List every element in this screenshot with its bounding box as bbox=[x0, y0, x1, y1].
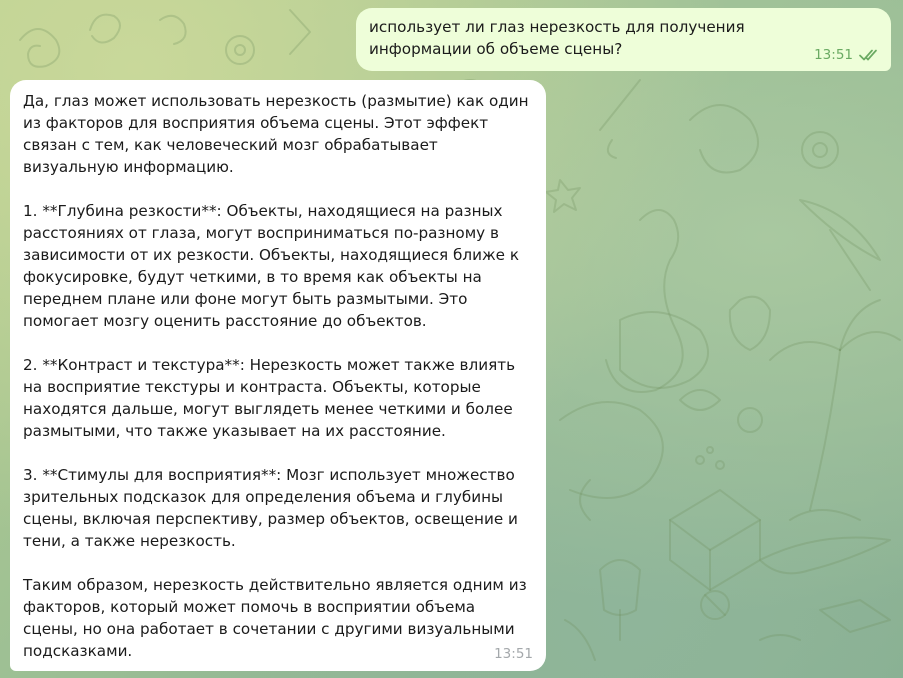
double-check-read-icon bbox=[859, 48, 881, 62]
outgoing-message-meta bbox=[814, 44, 881, 66]
outgoing-message-time: 13:51 bbox=[814, 47, 853, 63]
outgoing-message-text: использует ли глаз нерезкость для получения информации об объеме сцены? bbox=[369, 18, 750, 58]
incoming-message-bubble[interactable] bbox=[10, 80, 546, 671]
incoming-message-meta bbox=[494, 643, 533, 665]
incoming-message-text: Да, глаз может использовать нерезкость (размытие) как один из факторов для восприятия объема сцены. Этот эффект связан с тем, как человеческий мозг обрабатывает визуальную информацию. 1. **Глубина резкости**: Объекты, находящиеся на разных расстояниях от глаза, могут восприниматься по-разному в зависимости от их резкости. Объекты, находящиеся ближе к фокусировке, будут четкими, в то время как объекты на переднем плане или фоне могут быть размытыми. Это помогает мозгу оценить расстояние до объектов. 2. **Контраст и текстура**: Нерезкость может также влиять на восприятие текстуры и контраста. Объекты, которые находятся дальше, могут выглядеть менее четкими и более размытыми, что также указывает на их расстояние. 3. **Стимулы для восприятия**: Мозг использует множество зрительных подсказок для определения объема и глубины сцены, включая перспективу, размер объектов, освещение и тени, а также нерезкость. Таким образом, нерезкость действительно является одним из факторов, который может помочь в восприятии объема сцены, но она работает в сочетании с другими визуальными подсказками. bbox=[23, 92, 529, 660]
outgoing-message-bubble[interactable] bbox=[356, 8, 891, 71]
incoming-message-time: 13:51 bbox=[494, 646, 533, 662]
